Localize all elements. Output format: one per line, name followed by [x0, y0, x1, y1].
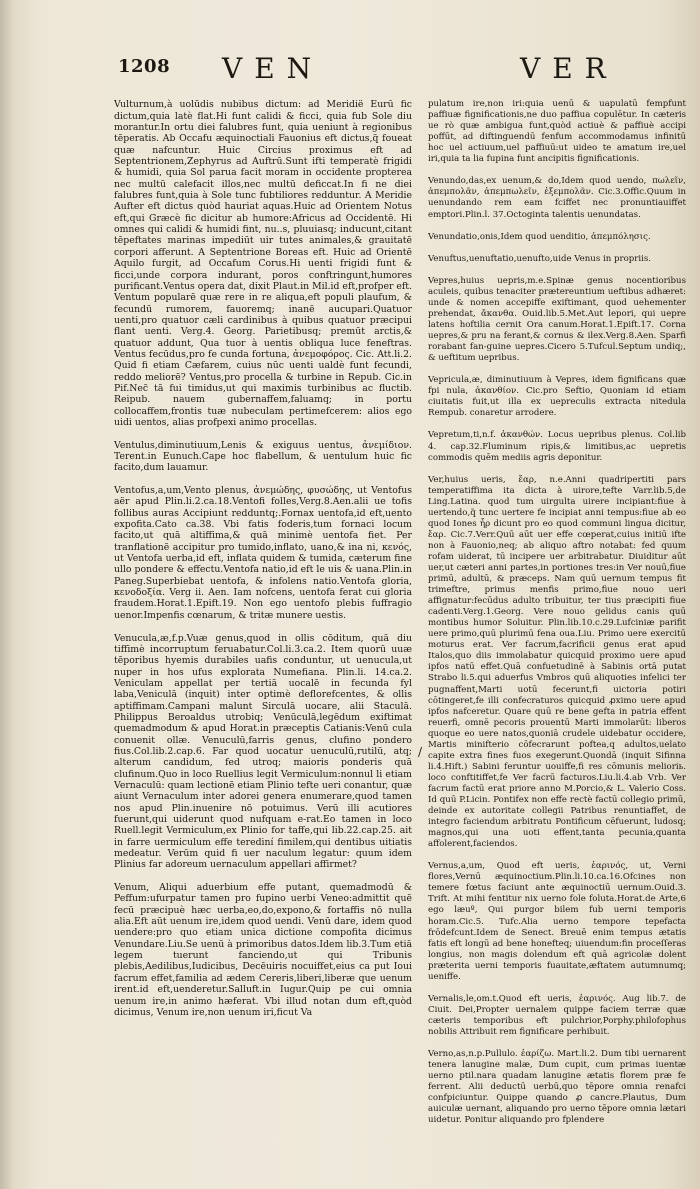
dictionary-entry: Ventofus,a,um,Vento plenus, ἀνεμώδης, φυσώδης, ut Ventofus aër apud Plin.li.2.ca.18.Ventofi folles,Verg.8.Aen.alii ue tofis follibus auras Accipiunt redduntq;.Fornax uentofa,id eft,uento expofita.Cato ca.38. Vbi fatis foderis,tum fornaci locum facito,ut quā altiffima,& quā minimè uentofa fiet. Per tranflationē accipitur pro tumido,inflato, uano,& ina ni, κενός, ut Ventofa uerba,id eft, inflata quidem & tumida, cæterum fine ullo pondere & effectu.Ventofa natio,id eft le uis & uana.Plin.in Paneg.Superbiebat uentofa, & infolens natio.Ventofa gloria, κενοδοξία. Verg ii. Aen. Iam nofcens, uentofa ferat cui gloria fraudem.Horat.1.Epift.19. Non ego uentofo plebis fuffragio uenor.Impenfis cœnarum, & tritæ munere uestis.: [114, 485, 412, 621]
running-head-right: VER: [520, 52, 618, 85]
dictionary-entry: Vernus,a,um, Quod eft ueris, ἐαρινός, ut, Verni flores,Vernū æquinoctium.Plin.li.10.ca.16.Ofcines non temere fœtus faciunt ante æquinoctiū uernum.Ouid.3. Trift. At mihi fentitur nix uerno fole foluta.Horat.de Arte,6 ego læuº, Qui purgor bilem fub uerni temporis horam.Cic.5. Tufc.Alia uerno tempore tepefacta frōdefcunt.Idem de Senect. Breuē enim tempus ætatis fatis eft longū ad bene honefteq; uiuendum:fin proceſſeras longius, non magis dolendum eft quā agricolæ dolent præterita uerni temporis fuauitate,æftatem autumnumq; ueniffe.: [428, 861, 686, 982]
dictionary-entry: Vepres,huius uepris,m.e.Spinæ genus nocentioribus aculeis, quibus tenaciter prætereuntium ueftibus adhæret: unde & nomen accepiffe exiftimant, quod uehementer prehendat, ἄκανθα. Ouid.lib.5.Met.Aut lepori, qui uepre latens hoftilia cernit Ora canum.Horat.1.Epift.17. Corna uepres,& pru na ferant,& cornus & ilex.Verg.8.Aen. Sparfi rorabant fan-guine uepres.Cicero 5.Tufcul.Septum undiq;, & ueftitum uepribus.: [428, 275, 686, 364]
page-number: 1208: [118, 56, 171, 77]
dictionary-entry: Venuftus,uenuftatio,uenufto,uide Venus in propriis.: [428, 253, 652, 264]
dictionary-entry: Venundo,das,ex uenum,& do,Idem quod uendo, πωλεῖν, ἀπεμπολᾶν, ἀπεμπωλεῖν, ἐξεμπολᾶν. Cic.3.Offic.Quum in uenundando rem eam fciffet nec pronuntiauiffet emptori.Plin.l. 37.Octoginta talentis uenundatas.: [428, 176, 686, 220]
running-head-left: VEN: [222, 52, 324, 85]
dictionary-entry: Verno,as,n.p.Pullulo. ἐαρίζω. Mart.li.2. Dum tibi uernarent tenera lanugine malæ, Dum cupit, cum primas iuentæ uerno ptil.nara quadam lanugine ætatis florem præ fe ferrent. Alii deductū uerbū,quo tēpore omnia renafci confpiciuntur. Quippe quando ꝓ cancre.Plautus, Dum auiculæ uernant, aliquando pro uerno tēpore omnia lætari uidetur. Ponitur aliquando pro fplendere: [428, 1049, 686, 1126]
dictionary-entry: Ventulus,diminutiuum,Lenis & exiguus uentus, ἀνεμίδιον. Terent.in Eunuch.Cape hoc flabellum, & uentulum huic fic facito,dum lauamur.: [114, 439, 412, 474]
dictionary-entry: Vepricula,æ, diminutiuum à Vepres, idem fignificans quæ fpi nula, ἀκανθίον. Cic.pro Seftio, Quoniam id etiam ciuitatis fuit,ut illa ex uepreculis extracta nitedula Rempub. conaretur arrodere.: [428, 375, 686, 419]
dictionary-entry: Vepretum,ti,n.f. ἀκανθών. Locus uepribus plenus. Col.lib 4. cap.32.Fluminum ripis,& limitibus,ac uepretis commodis quēm mediis agris deponitur.: [428, 430, 686, 463]
dictionary-entry: Venundatio,onis,Idem quod uenditio, ἀπεμπόλησις.: [428, 231, 651, 242]
dictionary-entry: Venum, Aliqui aduerbium effe putant, quemadmodū & Peffum:ufurpatur tamen pro fupino uerbi Veneo:admittit quē fecū præcipuè hæc uerba,eo,do,expono,& fortaffis nō nulla alia.Eft aūt uenum ire,idem quod uendi. Venū dare, idem quod uendere:pro quo etiam unica dictione compofita dicimus Venundare.Liu.Se uenū à primoribus datos.Idem lib.3.Tum etiā legem tuerunt fanciendo,ut qui Tribunis plebis,Aedilibus,Iudicibus, Decēuiris nocuiffet,eius ca put Ioui facrum effet,familia ad ædem Cereris,liberi,liberæ que uenum irent.id eft,uenderetur.Salluft.in Iugur.Quip pe cui omnia uenum ire,in animo hæferat. Vbi illud notan dum eft,quòd dicimus, Venum ire,non uenum iri,ficut Va: [114, 882, 412, 1018]
page-gutter-shadow: [0, 0, 14, 1189]
dictionary-entry: Vulturnum,à uolūdis nubibus dictum: ad Meridië Eurū fic dictum,quia latè flat.Hi funt calidi & ficci, quia fub Sole diu morantur.In ortu diei falubres funt, quia ueniunt à regionibus tēperatis. Ab Occafu æquinoctiali Fauonius eft dictus,q̃ foueat quæ nafcuntur. Huic Circius proximus eft ad Septentrionem,Zephyrus ad Auftrū.Sunt ifti temperatè frigidi & humidi, quia Sol parua facit moram in occidente propterea nec multū calefacit illos,nec multū deficcat.In fi ne diei falubres funt,quia à Sole tunc fubtiliores redduntur. A Meridie Aufter eft dictus quòd hauriat aquas.Huic ad Orientem Notus eft,qui Græcè fic dicitur ab humore:Africus ad Occidentē. Hi omnes qui calidi & humidi fint, nu..s, pluuiasq; inducunt,citant tēpeftates marinas impediūt uir tutes animales,& grauitatē corpori afferunt. A Septentrione Boreas eft. Huic ad Orientē Aquilo furgit, ad Occafum Corus.Hi uenti frigidi funt & ficci,unde corpora indurant, poros conftringunt,humores purificant.Ventus opera dat, dixit Plaut.in Mil.id eft,profper eft. Ventum popularē quæ rere in re aliqua,eft populi plaufum, & fecundū rumorem, fauoremq; inanē aucupari.Quatuor uenti,pro quatuor cæli cardinibus à quibus quatuor præcipui flant uenti. Verg.4. Georg. Parietibusq; premūt arctis,& quatuor addunt, Qua tuor à uentis obliqua luce feneftras. Ventus fecūdus,pro fe cunda fortuna, ἀνεμοφόρος. Cic. Att.li.2. Quid fi etiam Cæfarem, cuius nūc uenti ualdè funt fecundi, reddo meliorē? Ventus,pro procella & turbine in Repub. Cic.in Pif.Nec̃ tā fui timidus,ut qui maximis turbinibus ac fluctib. Reipub. nauem gubernaffem,faluamq; in portu collocaffem,frontis tuæ nubeculam pertimefcerem: alios ego uidi uentos, alias profpexi animo procellas.: [114, 99, 412, 428]
right-column: [428, 88, 686, 1133]
dictionary-entry: Vernalis,le,om.t.Quod eft ueris, ἐαρινός. Aug lib.7. de Ciuit. Dei,Propter uernalem quippe faciem terræ quæ cæteris temporibus eft pulchrior,Porphy.philofophus nobilis Attribuit rem fignificare perhibuit.: [428, 993, 686, 1037]
margin-mark: /: [418, 745, 423, 759]
dictionary-entry: Venucula,æ,f.p.Vuæ genus,quod in ollis cōditum, quā diu tiffimè incorruptum feruabatur.Col.li.3.ca.2. Item quorū uuæ tēporibus hyemis durabiles uafis conduntur, ut uenucula,ut nuper in hos ufus explorata Numefiana. Plin.li. 14.ca.2. Veniculam appellat per tertiā uocalē in fecunda fyl laba,Veniculā (inquit) inter optimè deflorefcentes, & ollis aptiffimam.Campani malunt Sirculā uocare, alii Staculā. Philippus Beroaldus utrobiq; Venūculā,legēdum exiftimat quemadmodum & apud Horat.in præceptis Catianis:Venū cula conuenit ollæ. Venuculū,farris genus, clufino pondero fius.Col.lib.2.cap.6. Far quod uocatur uenuculū,rutilū, atq; alterum candidum, fed utroq; maioris ponderis quā clufinum.Quo in loco Ruellius legit Vermiculum:nonnul li etiam Vernaculū: quam lectionē etiam Plinio tefte ueri conantur, quæ aiunt Vernaculum inter adorei genera enumerare,quod tamen nos apud Plin.inuenire nō potuimus. Verū illi acutiores fuerunt,qui uiderunt quod nufquam e-rat.Eo tamen in loco Ruell.legit Vermiculum,ex Plinio for taffe,qui lib.22.cap.25. ait in farre uermiculum effe terediní fimilem,qui dentibus uitiatis medeatur. Verūm quid fi uer naculum legatur: quum idem Plinius far adoreum uernaculum appellari affirmet?: [114, 632, 412, 871]
left-column: [114, 88, 412, 1133]
page-header: [0, 52, 700, 88]
dictionary-entry: pulatum ire,non iri:quia uenū & uapulatū fempfunt paffiuæ fignificationis,ne duo paffiua copulētur. In cæteris ue rò quæ ambigua funt,quòd actiuè & paffiuè accipi poffūt, ad diftinguendū fenfum accommodamus infinitū hoc uel actiuum,uel paffiuū:ut uideo te amatum ire,uel iri,quia ta lia fupina funt ancipitis fignificationis.: [428, 99, 686, 165]
dictionary-entry: Ver,huius ueris, ἔαρ, n.e.Anni quadripertiti pars temperatiffima ita dicta à uirore,tefte Varr.lib.5,de Ling.Latina. quod tum uirgulta uirere incipiant:fiue à uertendo,q̃ tunc uertere fe incipiat anni tempus:fiue ab eo quod Iones ἦρ dicunt pro eo quod communi lingua dicitur, ἔαρ. Cic.7.Verr.Quū aūt uer effe cœperat,cuius initiū ifte non à Fauonio,neq; ab aliquo aftro notabat: fed quum rofam uiderat, tū incipere uer arbitrabatur. Diuiditur aūt uer,ut cæteri anni partes,in portiones tres:in Ver nouū,fiue primū, adultū, & præceps. Nam quū uernum tempus fit trimeftre, primus menfis primo,fiue nouo ueri affignatur:fecūdus adulto tribuitur, ter tius præcipiti fiue cadenti.Verg.1.Georg. Vere nouo gelidus canis quū montibus humor Soluitur. Plin.lib.10.c.29.Lufciniæ parifit uere primo,quū plurimū fena oua.Liu. Primo uere exercitū moturus erat. Ver facrum,facrificii genus erat apud Italos,quo diis immolabatur quicquid proximo uere apud ipfos natū effet.Quā confuetudinē à Sabinis ortā putat Strabo li.5.qui aduerfus Vmbros quū aliquoties infelici ter pugnaffent,Marti uotū fecerunt,fi uictoria potiri cōtingeret,fe illi confecraturos quicquid ꝓximo uere apud ipfos nafceretur. Quare quū re bene gefta in patria effent reuerfi, omnē pecoris prouentū Marti immolarūt: liberos quoque eo uere natos,quoniā crudele uidebatur occidere, Martis minifterio cōfecrarunt poftea,q adultos,uelato capite extra fines fuos exegerunt.Quondā (inquit Sifinna li.4.Hift.) Sabini feruntur uouiffe,fi res cōmunis melioriь. loco conftitiffet,fe Ver facrū facturos.Liu.li.4.ab Vrb. Ver facrum factū erat priore anno M.Porcio,& L. Valerio Coss. Id quū P.Licin. Pontifex non effe rectè factū collegio primū, deinde ex autoritate collegii Patribus renuntiaffet, de integro faciendum arbitratu Pontificum cēfuerunt, ludosq; magnos,qui una uoti effent,tanta pecunia,quanta affolerent,faciendos.: [428, 474, 686, 850]
